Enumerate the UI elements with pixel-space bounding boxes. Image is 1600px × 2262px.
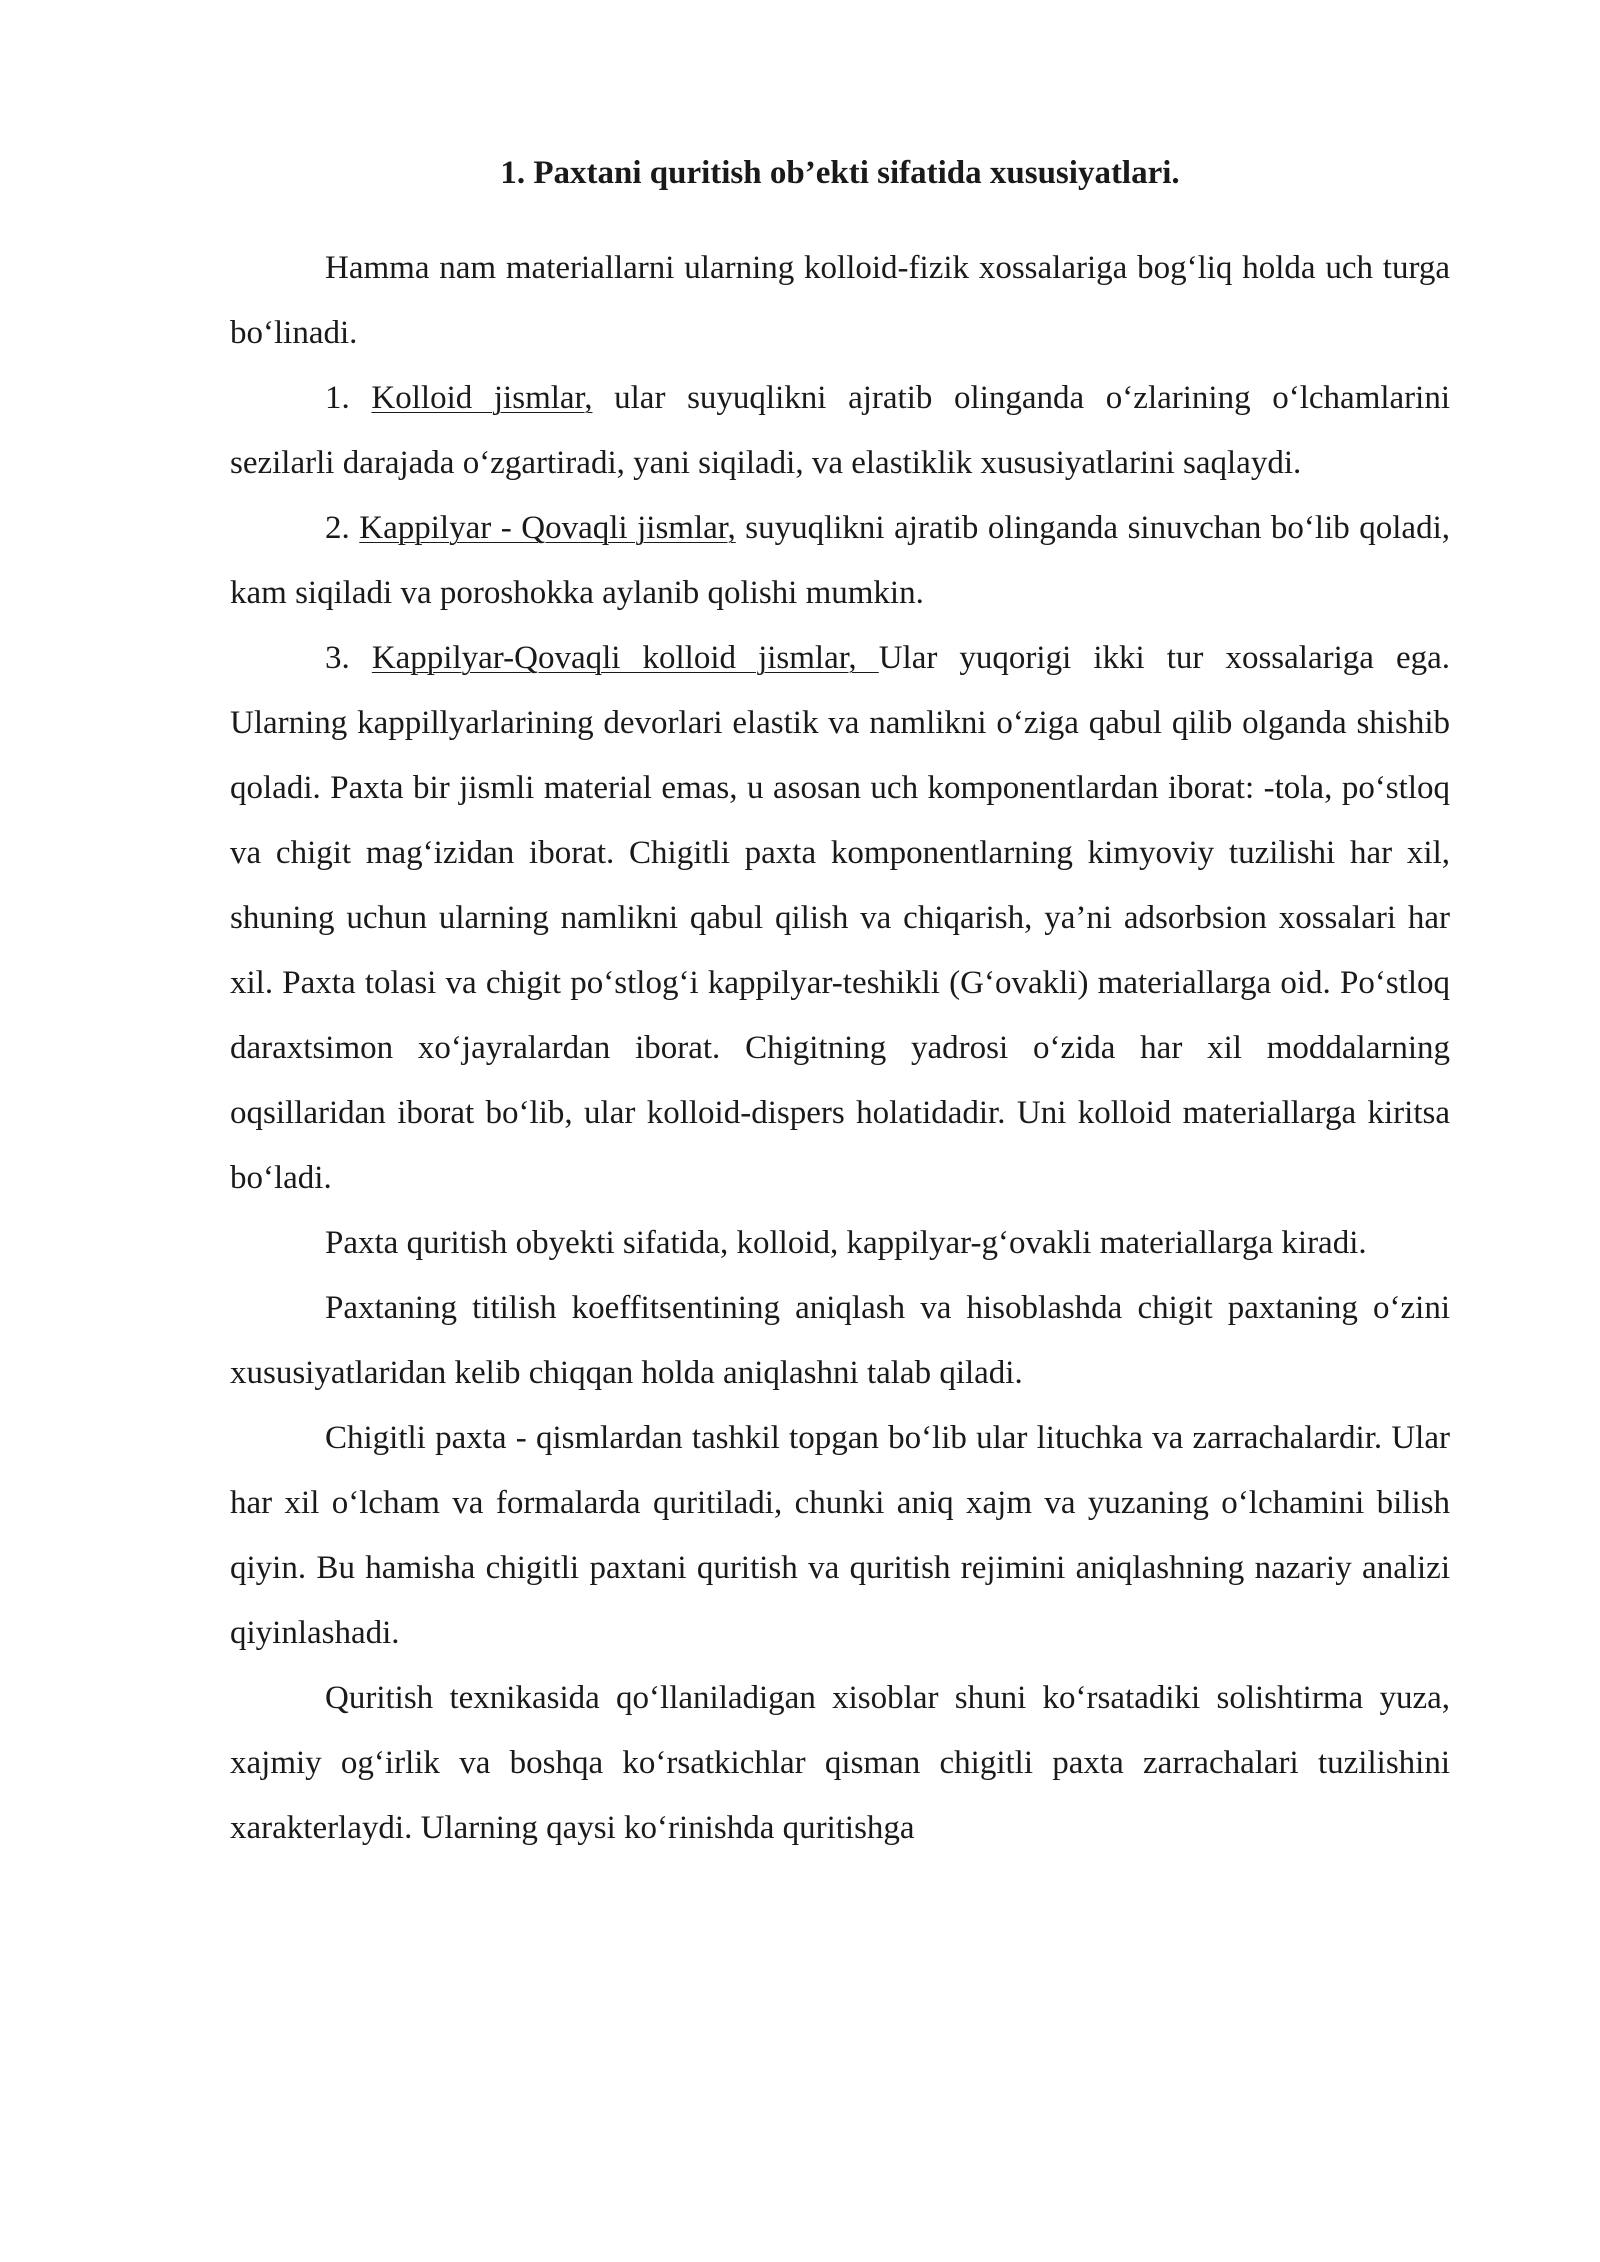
list-item-2-term: Kappilyar - Qovaqli jismlar,	[359, 510, 736, 547]
list-item-2	[230, 496, 1450, 626]
list-item-1	[230, 366, 1450, 496]
list-item-3-text: Ular yuqorigi ikki tur xossalariga ega. Ularning kappillyarlarining devorlari elastik va namlikni o‘ziga qabul qilib olganda shishib qoladi. Paxta bir jismli material emas, u asosan uch komponentlardan iborat: -tola, po‘stloq va chigit mag‘izidan iborat. Chigitli paxta komponentlarning kimyoviy tuzilishi har xil, shuning uchun ularning namlikni qabul qilish va chiqarish, ya’ni adsorbsion xossalari har xil. Paxta tolasi va chigit po‘stlog‘i kappilyar-teshikli (G‘ovakli) materiallarga oid. Po‘stloq daraxtsimon xo‘jayralardan iborat. Chigitning yadrosi o‘zida har xil moddalarning oqsillaridan iborat bo‘lib, ular kolloid-dispers holatidadir. Uni kolloid materiallarga kiritsa bo‘ladi.	[230, 640, 1451, 1197]
document-page	[230, 150, 1450, 1861]
list-item-2-number: 2.	[325, 510, 360, 547]
list-item-3-term: Kappilyar-Qovaqli kolloid jismlar,	[371, 640, 879, 677]
particles-paragraph: Chigitli paxta - qismlardan tashkil topgan bo‘lib ular lituchka va zarrachalardir. Ular har xil o‘lcham va formalarda quritiladi, chunki aniq xajm va yuzaning o‘lchamini bilish qiyin. Bu hamisha chigitli paxtani quritish va quritish rejimini aniqlashning nazariy analizi qiyinlashadi.	[230, 1420, 1450, 1652]
object-paragraph: Paxta quritish obyekti sifatida, kolloid, kappilyar-g‘ovakli materiallarga kiradi.	[325, 1225, 1367, 1262]
list-item-1-term: Kolloid jismlar,	[371, 380, 593, 417]
list-item-3-number: 3.	[325, 640, 372, 677]
list-item-2-text: suyuqlikni ajratib olinganda sinuvchan bo‘lib qoladi, kam siqiladi va poroshokka aylanib qolishi mumkin.	[230, 510, 1450, 612]
list-item-1-text: ular suyuqlikni ajratib olinganda o‘zlarining o‘lchamlarini sezilarli darajada o‘zgartiradi, yani siqiladi, va elastiklik xususiyatlarini saqlaydi.	[230, 380, 1450, 482]
intro-paragraph: Hamma nam materiallarni ularning kolloid-fizik xossalariga bog‘liq holda uch turga bo‘linadi.	[230, 250, 1450, 352]
coefficient-paragraph: Paxtaning titilish koeffitsentining aniqlash va hisoblashda chigit paxtaning o‘zini xususiyatlaridan kelib chiqqan holda aniqlashni talab qiladi.	[230, 1290, 1450, 1392]
technique-paragraph: Quritish texnikasida qo‘llaniladigan xisoblar shuni ko‘rsatadiki solishtirma yuza, xajmiy og‘irlik va boshqa ko‘rsatkichlar qisman chigitli paxta zarrachalari tuzilishini xarakterlaydi. Ularning qaysi ko‘rinishda quritishga	[230, 1680, 1450, 1847]
list-item-1-number: 1.	[325, 380, 372, 417]
document-title: 1. Paxtani quritish ob’ekti sifatida xususiyatlari.	[500, 155, 1180, 191]
list-item-3	[230, 626, 1450, 1211]
